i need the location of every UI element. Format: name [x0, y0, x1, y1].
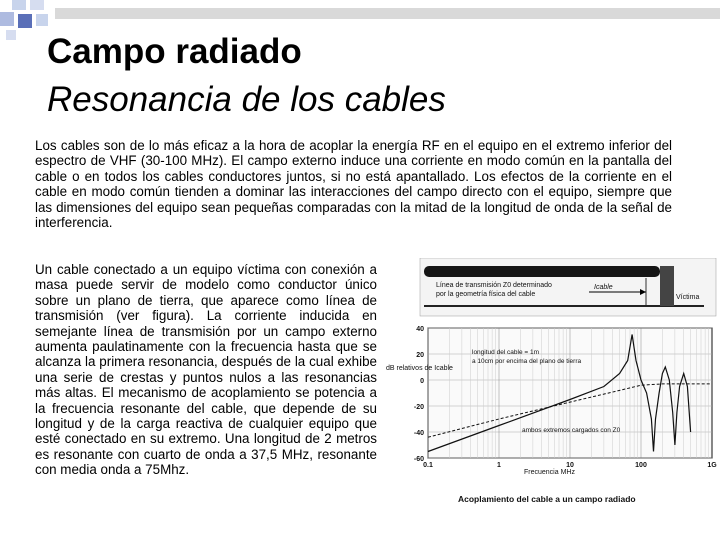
victim-equipment-icon	[660, 266, 674, 306]
curve-label-2: a 10cm por encima del plano de tierra	[472, 358, 582, 365]
y-tick-label: -60	[413, 456, 424, 463]
header-rule	[55, 8, 720, 19]
y-tick-label: 40	[416, 326, 424, 333]
page-title: Campo radiado	[47, 32, 302, 71]
x-tick-label: 100	[635, 462, 647, 469]
cable-coupling-figure	[384, 258, 720, 520]
y-axis-label: dB relativos de Icable	[386, 365, 453, 372]
figure-caption: Acoplamiento del cable a un campo radiado	[458, 494, 636, 504]
cable-current-label: Icable	[594, 284, 613, 291]
x-axis-ticks	[423, 462, 717, 469]
y-tick-label: 0	[420, 378, 424, 385]
y-tick-label: 20	[416, 352, 424, 359]
y-axis-ticks	[414, 326, 424, 463]
victim-label: Víctima	[676, 294, 700, 301]
x-tick-label: 0.1	[423, 462, 433, 469]
cable-diagram	[420, 258, 716, 316]
x-tick-label: 1	[497, 462, 501, 469]
body-paragraph-2: Un cable conectado a un equipo víctima con conexión a masa puede servir de modelo como conductor único sobre un plano de tierra, que aparece como línea de transmisión (ver figura). La corriente inducida en semejante línea de transmisión por un campo externo aumenta paulatinamente con la frecuencia hasta que se alcanza la primera resonancia, después de la cual exhibe una serie de crestas y puntos nulos a las resonancias más altas. El mecanismo de acoplamiento se potencia a la frecuencia resonante del cable, que depende de su longitud y de la carga reactiva de cualquier equipo que esté conectado en su extremo. Una longitud de 2 metros es resonante con cuarto de onda a 37,5 MHz, resonante con media onda a 75Mhz.	[35, 262, 377, 478]
y-tick-label: -40	[413, 430, 424, 437]
page-subtitle: Resonancia de los cables	[47, 80, 446, 119]
body-paragraph-1: Los cables son de lo más eficaz a la hora de acoplar la energía RF en el equipo en el extremo inferior del espectro de VHF (30-100 MHz). El campo externo induce una corriente en modo común en la pantalla del cable o en todos los cables conductores juntos, si no está apantallado. Los efectos de la corriente en el cable en modo común tienden a dominar las interacciones del campo directo con el equipo, siempre que las dimensiones del equipo sean pequeñas comparadas con la mitad de la longitud de onda de la señal de interferencia.	[35, 138, 672, 231]
y-tick-label: -20	[413, 404, 424, 411]
coupling-chart	[386, 326, 717, 504]
x-tick-label: 1G	[707, 462, 717, 469]
cable-icon	[424, 266, 660, 277]
curve-label-1: longitud del cable = 1m	[472, 349, 540, 356]
x-tick-label: 10	[566, 462, 574, 469]
curve-label-3: ambos extremos cargados con Z0	[522, 427, 621, 434]
diagram-label-2: por la geometría física del cable	[436, 291, 536, 298]
diagram-label-1: Línea de transmisión Z0 determinado	[436, 282, 552, 289]
x-axis-label: Frecuencia MHz	[524, 469, 575, 476]
